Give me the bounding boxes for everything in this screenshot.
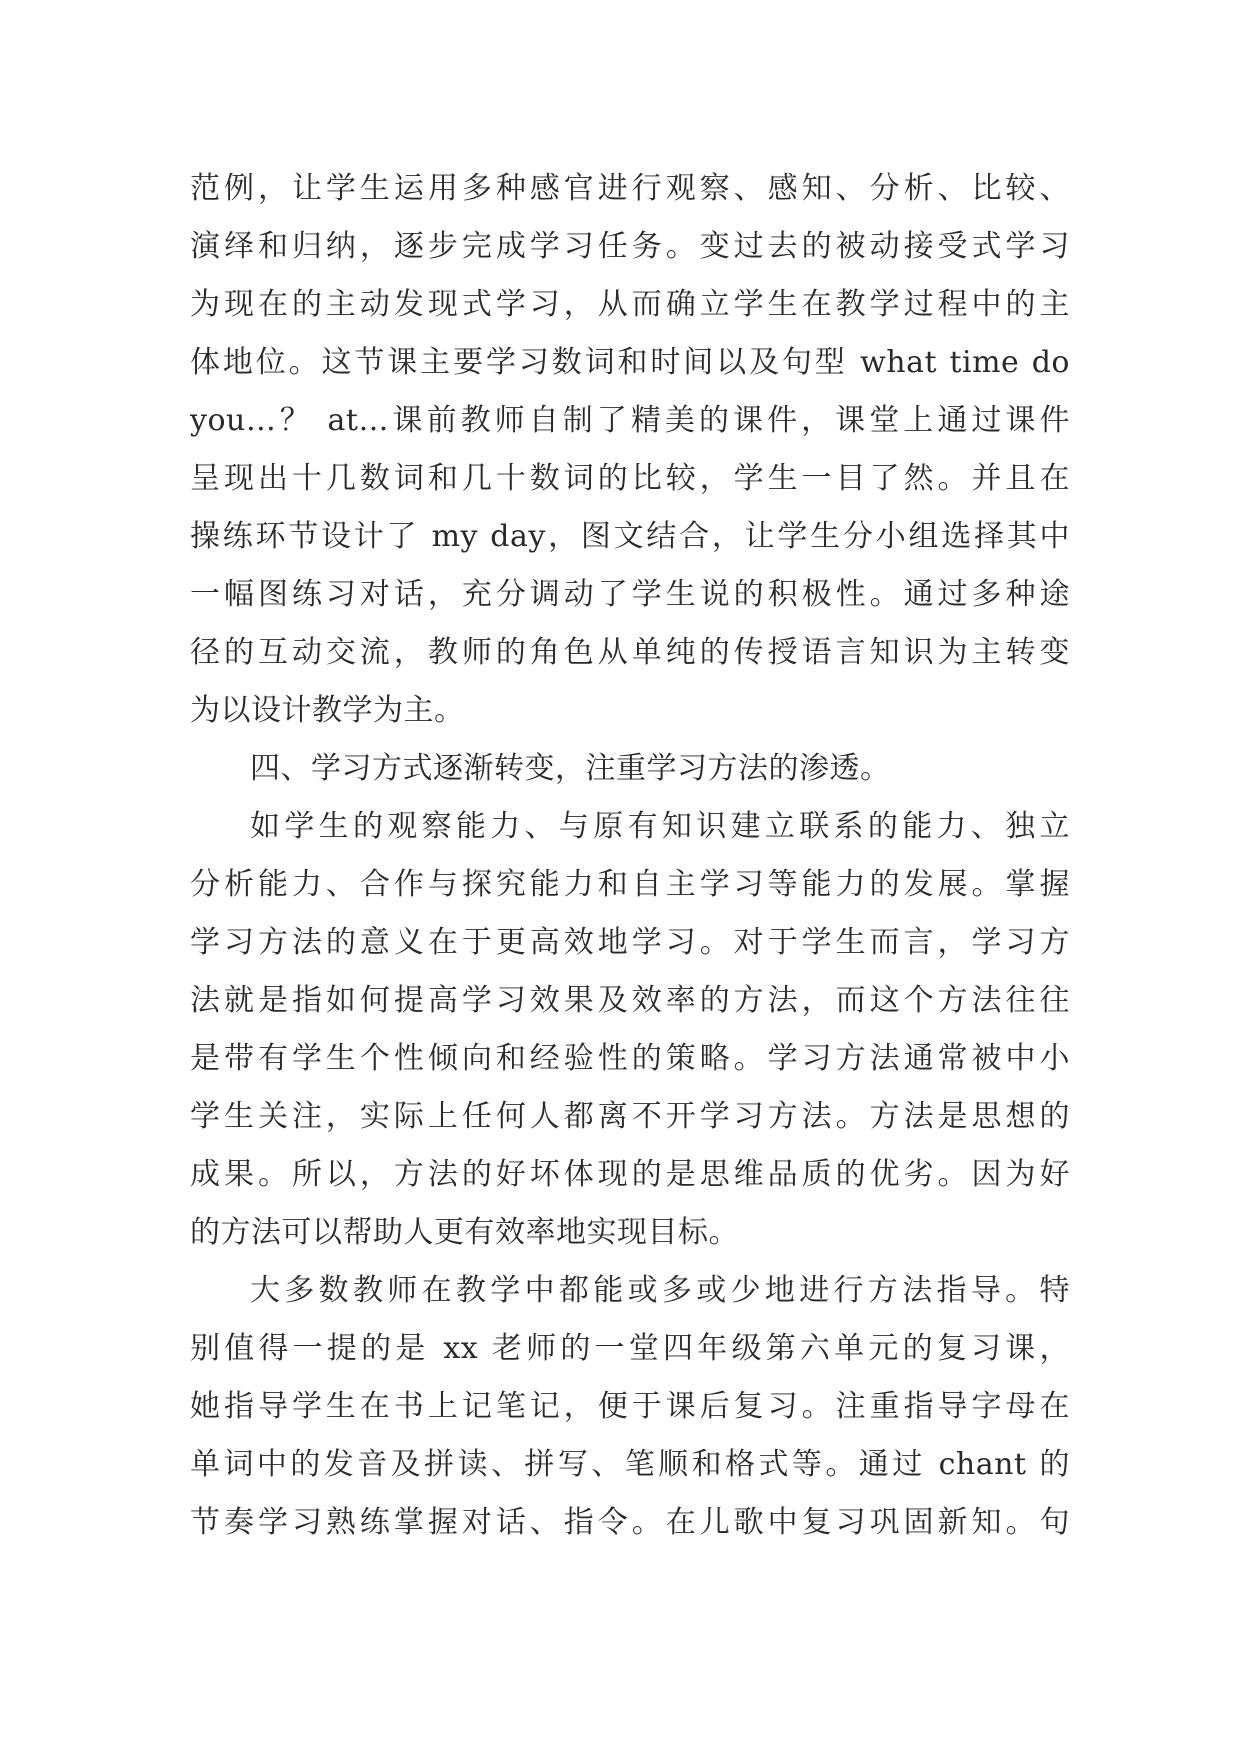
text-line: 分析能力、合作与探究能力和自主学习等能力的发展。掌握 xyxy=(190,867,1070,902)
text-line: 操练环节设计了 my day，图文结合，让学生分小组选择其中 xyxy=(190,519,1070,554)
text-line: 单词中的发音及拼读、拼写、笔顺和格式等。通过 chant 的 xyxy=(190,1447,1070,1482)
text-line: 学习方法的意义在于更高效地学习。对于学生而言，学习方 xyxy=(190,925,1070,960)
text-line: 大多数教师在教学中都能或多或少地进行方法指导。特 xyxy=(250,1273,1070,1308)
text-line: 节奏学习熟练掌握对话、指令。在儿歌中复习巩固新知。句 xyxy=(190,1505,1070,1540)
text-line: you…？ at…课前教师自制了精美的课件，课堂上通过课件 xyxy=(190,403,1070,438)
text-line: 呈现出十几数词和几十数词的比较，学生一目了然。并且在 xyxy=(190,461,1070,496)
text-line: 为现在的主动发现式学习，从而确立学生在教学过程中的主 xyxy=(190,287,1070,322)
text-line: 法就是指如何提高学习效果及效率的方法，而这个方法往往 xyxy=(190,983,1070,1018)
text-line: 体地位。这节课主要学习数词和时间以及句型 what time do xyxy=(190,345,1070,380)
text-line: 她指导学生在书上记笔记，便于课后复习。注重指导字母在 xyxy=(190,1389,1070,1424)
document-body xyxy=(190,160,1070,1552)
text-line: 如学生的观察能力、与原有知识建立联系的能力、独立 xyxy=(250,809,1070,844)
text-line: 一幅图练习对话，充分调动了学生说的积极性。通过多种途 xyxy=(190,577,1070,612)
text-line: 的方法可以帮助人更有效率地实现目标。 xyxy=(190,1215,739,1250)
text-line: 是带有学生个性倾向和经验性的策略。学习方法通常被中小 xyxy=(190,1041,1070,1076)
text-line: 学生关注，实际上任何人都离不开学习方法。方法是思想的 xyxy=(190,1099,1070,1134)
text-line: 四、学习方式逐渐转变，注重学习方法的渗透。 xyxy=(250,751,891,786)
text-line: 为以设计教学为主。 xyxy=(190,693,465,728)
text-line: 范例，让学生运用多种感官进行观察、感知、分析、比较、 xyxy=(190,171,1070,206)
text-line: 别值得一提的是 xx 老师的一堂四年级第六单元的复习课， xyxy=(190,1331,1070,1366)
text-line: 成果。所以，方法的好坏体现的是思维品质的优劣。因为好 xyxy=(190,1157,1070,1192)
text-line: 演绎和归纳，逐步完成学习任务。变过去的被动接受式学习 xyxy=(190,229,1070,264)
text-line: 径的互动交流，教师的角色从单纯的传授语言知识为主转变 xyxy=(190,635,1070,670)
